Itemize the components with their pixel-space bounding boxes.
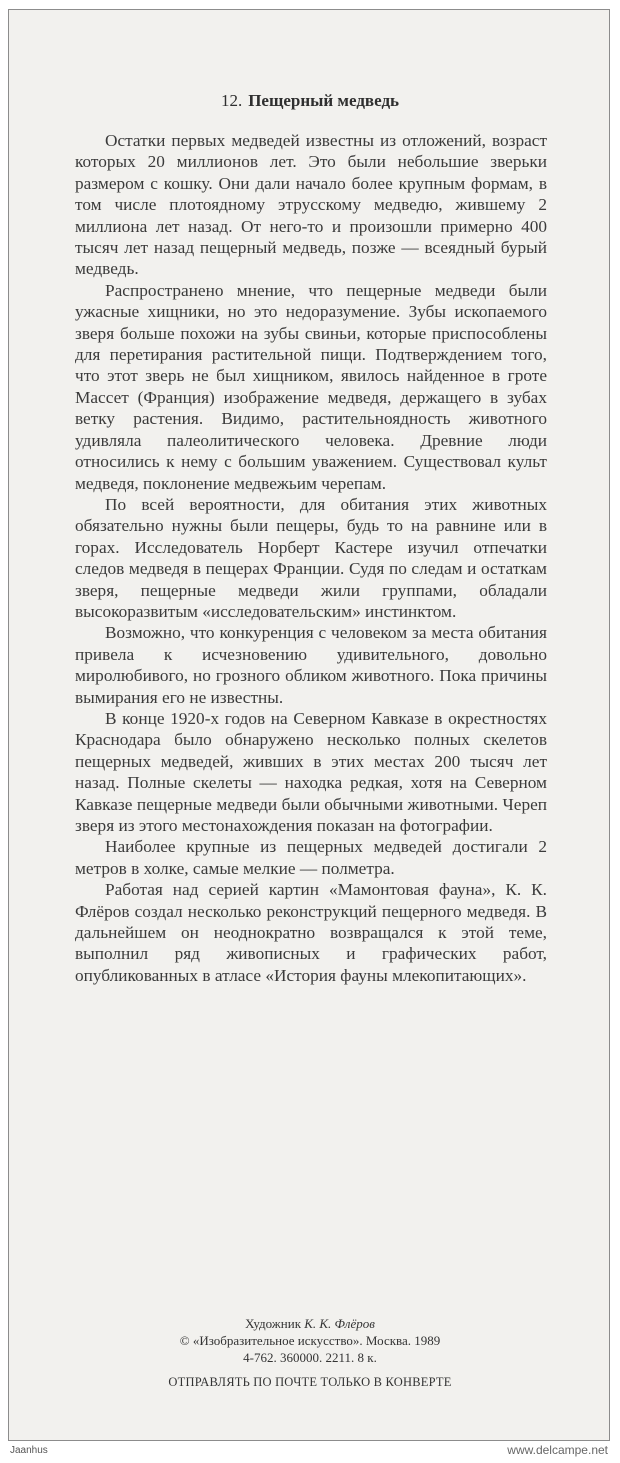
watermark-left: Jaanhus: [10, 1445, 48, 1456]
postcard-back: [8, 9, 610, 1441]
paragraph-5: В конце 1920-х годов на Северном Кавказе в окрестностях Краснодара было обнаружено несколько полных скелетов пещерных медведей, живших в этих местах 200 тысяч лет назад. Полные скелеты — находка редкая, хотя на Северном Кавказе пещерные медведи были обычными животными. Череп зверя из этого местонахождения показан на фотографии.: [75, 708, 547, 835]
artist-credit: [9, 1315, 611, 1332]
paragraph-6: Наиболее крупные из пещерных медведей достигали 2 метров в холке, самые мелкие — полметра.: [75, 837, 547, 878]
imprint: [9, 1315, 611, 1391]
title-text: Пещерный медведь: [248, 91, 400, 110]
paragraph-2: Распространено мнение, что пещерные медведи были ужасные хищники, но это недоразумение. Зубы ископаемого зверя больше похожи на зубы свиньи, которые приспособлены для перетирания растительной пищи. Подтверждением того, что этот зверь не был хищником, явилось найденное в гроте Массет (Франция) изображение медведя, держащего в зубах ветку растения. Видимо, растительноядность животного удивляла палеолитического человека. Древние люди относились к нему с большим уважением. Существовал культ медведя, поклонение медвежьим черепам.: [75, 280, 547, 493]
spacer: [9, 1366, 611, 1374]
watermark-right: www.delcampe.net: [507, 1443, 608, 1457]
artist-name: К. К. Флёров: [304, 1316, 375, 1331]
paragraph-7: Работая над серией картин «Мамонтовая фауна», К. К. Флёров создал несколько реконструкций пещерного медведя. В дальнейшем он неоднократно возвращался к этой теме, выполнил ряд живописных и графических работ, опубликованных в атласе «История фауны млекопитающих».: [75, 880, 547, 985]
print-codes: 4-762. 360000. 2211. 8 к.: [243, 1350, 377, 1365]
paragraph-4: Возможно, что конкуренция с человеком за места обитания привела к исчезновению удивительного, довольно миролюбивого, но грозного обликом животного. Пока причины вымирания его не известны.: [75, 623, 547, 707]
article-body: [75, 130, 547, 986]
paragraph-1: Остатки первых медведей известны из отложений, возраст которых 20 миллионов лет. Это были небольшие зверьки размером с кошку. Они дали начало более крупным формам, в том числе плотоядному этрусскому медведю, жившему 2 миллиона лет назад. От него-то и произошли примерно 400 тысяч лет назад пещерный медведь, позже — всеядный бурый медведь.: [75, 131, 547, 279]
artist-label: Художник: [245, 1316, 302, 1331]
mail-instruction: ОТПРАВЛЯТЬ ПО ПОЧТЕ ТОЛЬКО В КОНВЕРТЕ: [168, 1375, 452, 1389]
page-title: [9, 91, 611, 111]
publisher-line: © «Изобразительное искусство». Москва. 1989: [179, 1333, 441, 1348]
paragraph-3: По всей вероятности, для обитания этих животных обязательно нужны были пещеры, будь то на равнине или в горах. Исследователь Норберт Кастере изучил отпечатки следов медведя в пещерах Франции. Судя по следам и остаткам зверя, пещерные медведи жили группами, обладали высокоразвитым «исследовательским» инстинктом.: [75, 494, 547, 621]
title-number: 12.: [220, 91, 243, 110]
